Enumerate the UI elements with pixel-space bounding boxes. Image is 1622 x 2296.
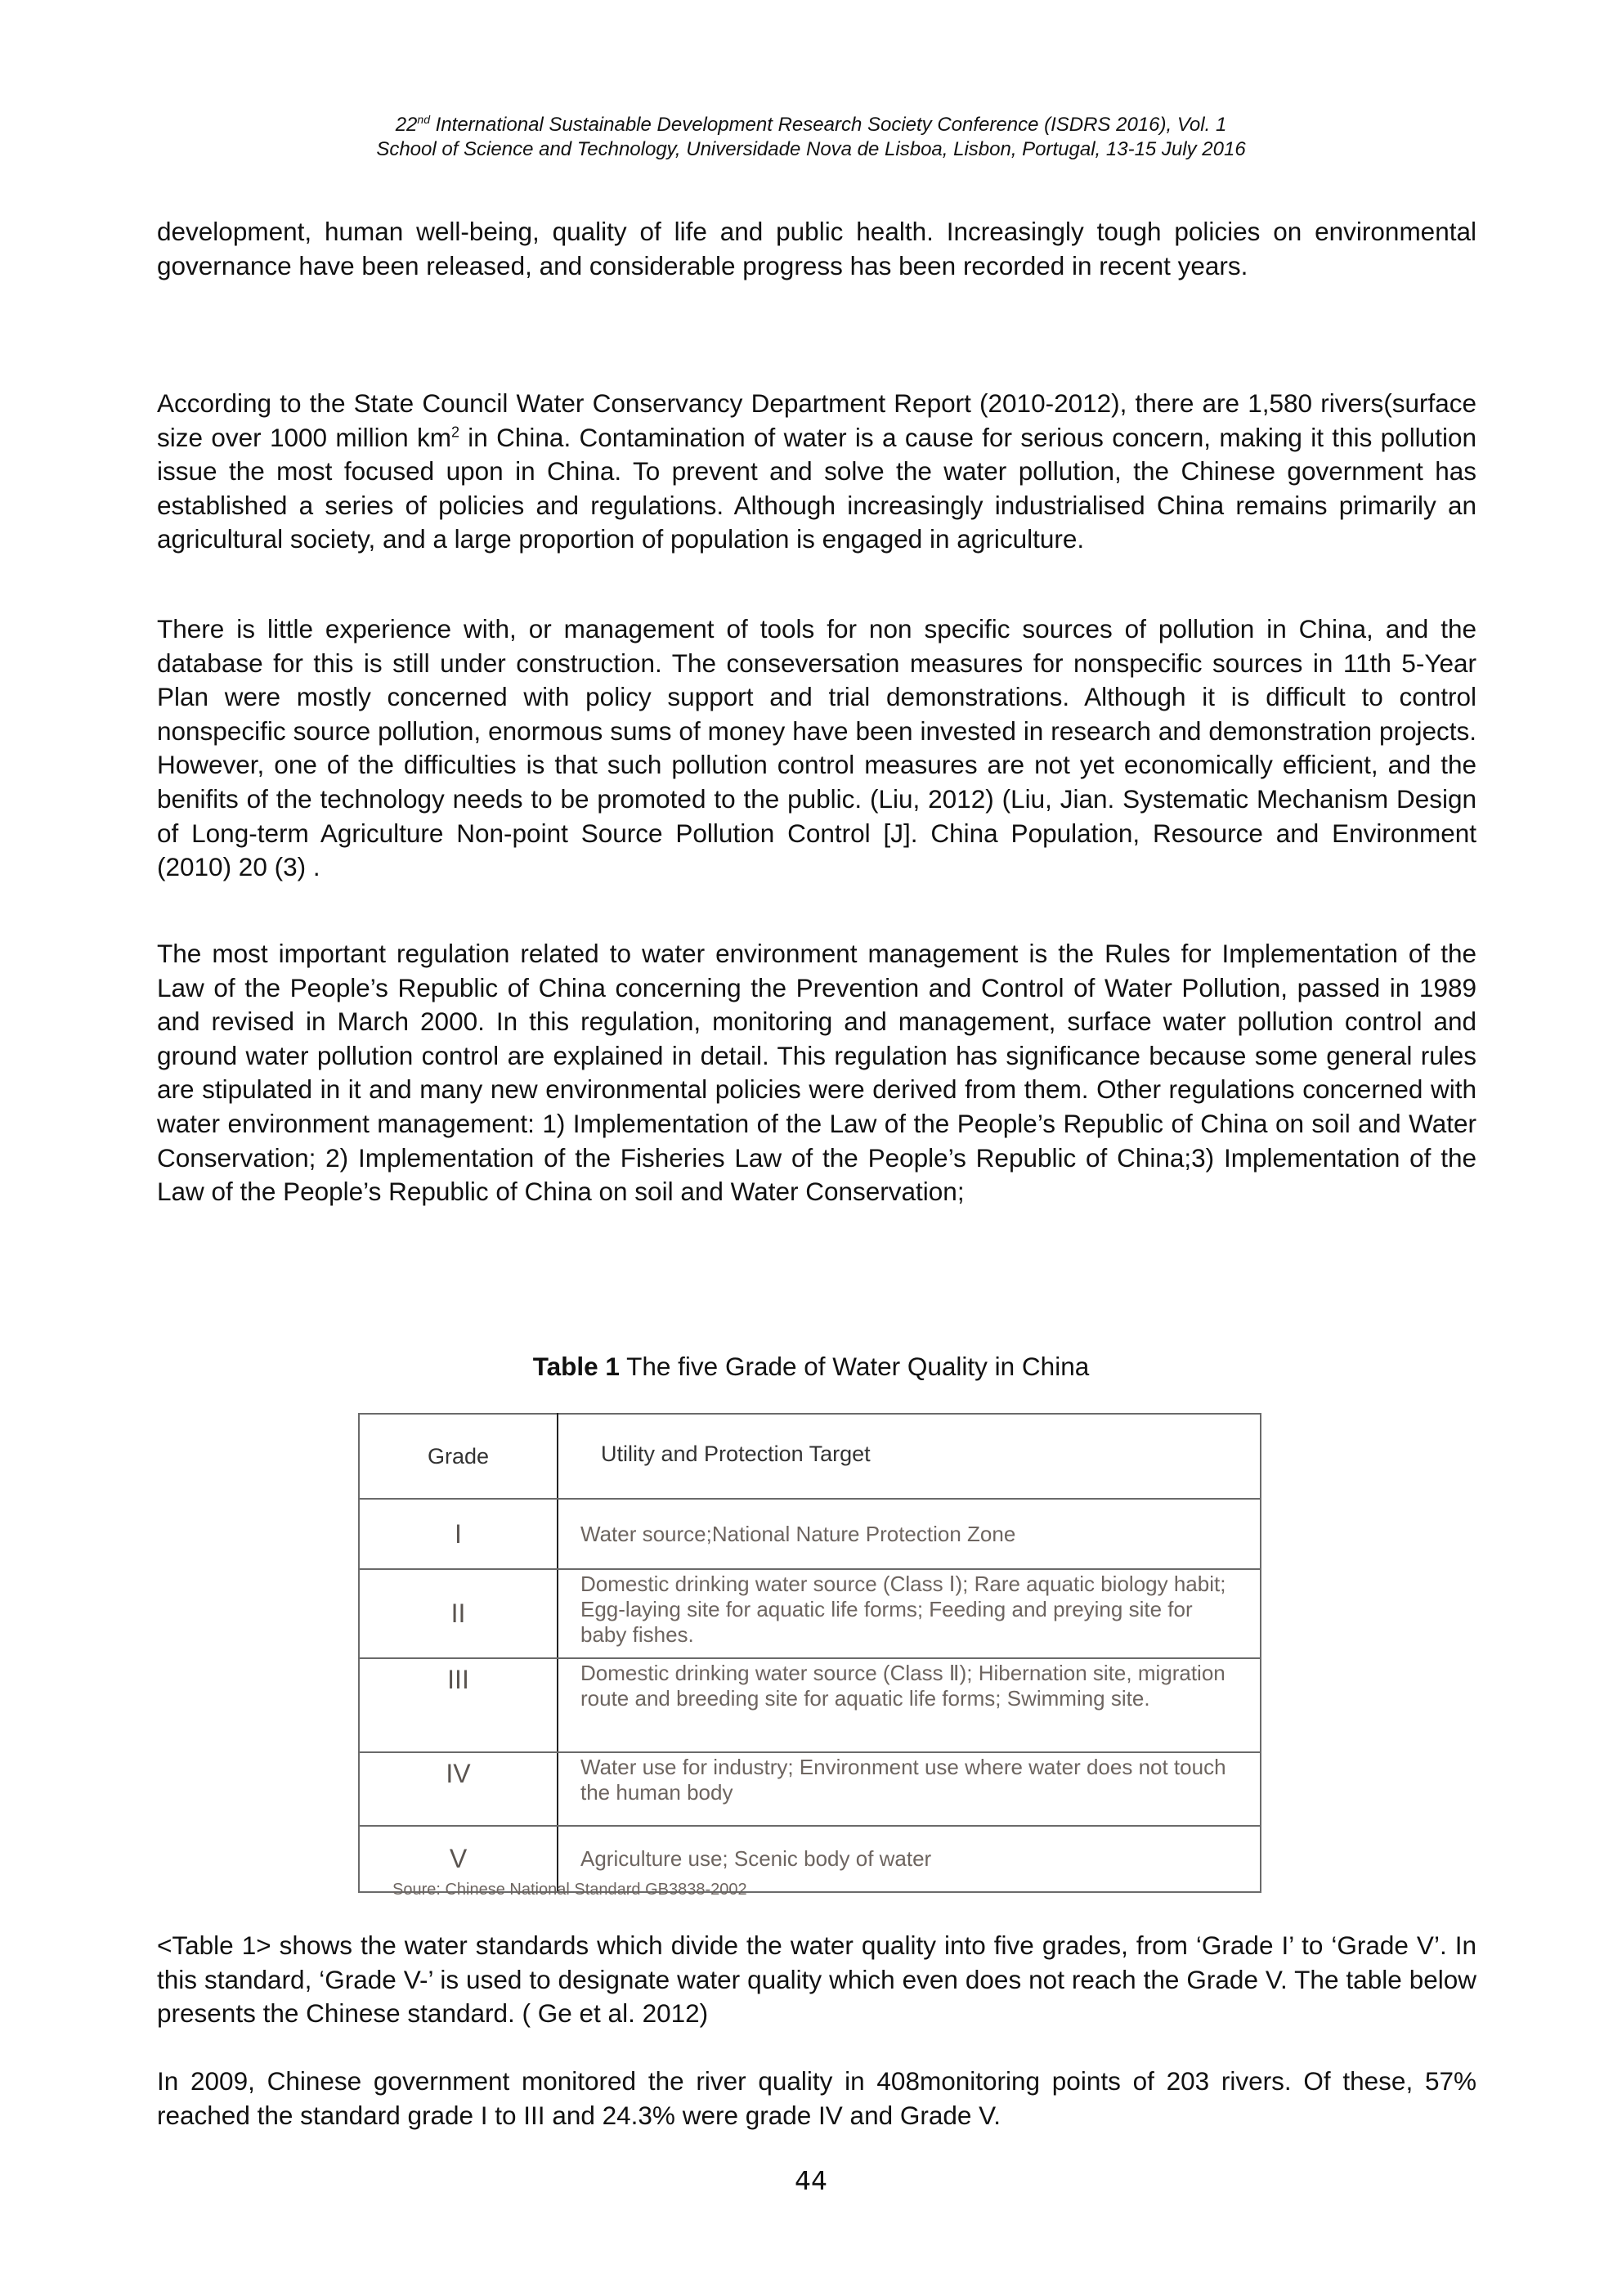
target-cell: Domestic drinking water source (Class Ⅱ); Hibernation site, migration route and breeding site for aquatic life forms; Swimming site. (558, 1658, 1261, 1752)
paragraph-continued: development, human well-being, quality of life and public health. Increasingly tough policies on environmental governance have been released, and considerable progress has been recorded in recent years. (157, 217, 1476, 280)
running-header (0, 113, 1622, 162)
header-line-1: 22nd International Sustainable Development Research Society Conference (ISDRS 2016), Vol. 1 (395, 113, 1227, 136)
table-header-row (359, 1414, 1261, 1499)
grade-cell: III (359, 1658, 558, 1752)
column-header-grade: Grade (359, 1414, 558, 1499)
table-row (359, 1569, 1261, 1658)
table-source-note: Soure: Chinese National Standard GB3838-2002 (392, 1881, 747, 1899)
target-cell: Agriculture use; Scenic body of water (558, 1826, 1261, 1892)
table-row (359, 1499, 1261, 1569)
target-cell: Water use for industry; Environment use where water does not touch the human body (558, 1752, 1261, 1826)
water-quality-table (358, 1413, 1261, 1893)
target-cell: Water source;National Nature Protection Zone (558, 1499, 1261, 1569)
grade-cell: IV (359, 1752, 558, 1826)
grade-cell: V (359, 1826, 558, 1892)
grade-cell: II (359, 1569, 558, 1658)
paragraph-nonspecific-sources: There is little experience with, or management of tools for non specific sources of pollution in China, and the database for this is still under construction. The conseversation measures for nonspecific sources in 11th 5-Year Plan were mostly concerned with policy support and trial demonstrations. Although it is difficult to control nonspecific source pollution, enormous sums of money have been invested in research and demonstration projects. However, one of the difficulties is that such pollution control measures are not yet economically efficient, and the benifits of the technology needs to be promoted to the public. (Liu, 2012) (Liu, Jian. Systematic Mechanism Design of Long-term Agriculture Non-point Source Pollution Control [J]. China Population, Resource and Environment (2010) 20 (3) . (157, 614, 1476, 882)
table-row (359, 1752, 1261, 1826)
paragraph-monitoring-2009: In 2009, Chinese government monitored the river quality in 408monitoring points of 203 rivers. Of these, 57% reached the standard grade I to III and 24.3% were grade IV and Grade V. (157, 2066, 1476, 2130)
page-number: 44 (794, 2167, 828, 2196)
table-row (359, 1658, 1261, 1752)
paragraph-rivers: According to the State Council Water Conservancy Department Report (2010-2012), there are 1,580 rivers(surface size over 1000 million $km^2$ in China. Contamination of water is a cause for serious concern, making it this pollution issue the most focused upon in China. To prevent and solve the water pollution, the Chinese government has established a series of policies and regulations. Although increasingly industrialised China remains primarily an agricultural society, and a large proportion of population is engaged in agriculture. (157, 388, 1476, 554)
table-caption: Table 1 The five Grade of Water Quality in China (532, 1352, 1090, 1381)
column-header-target: Utility and Protection Target (558, 1414, 1261, 1499)
paragraph-regulations: The most important regulation related to water environment management is the Rules for Implementation of the Law of the People’s Republic of China concerning the Prevention and Control of Water Pollution, passed in 1989 and revised in March 2000. In this regulation, monitoring and management, surface water pollution control and ground water pollution control are explained in detail. This regulation has significance because some general rules are stipulated in it and many new environmental policies were derived from them. Other regulations concerned with water environment management: 1) Implementation of the Law of the People’s Republic of China on soil and Water Conservation; 2) Implementation of the Fisheries Law of the People’s Republic of China;3) Implementation of the Law of the People’s Republic of China on soil and Water Conservation; (157, 939, 1476, 1207)
header-line-2: School of Science and Technology, Universidade Nova de Lisboa, Lisbon, Portugal, 13-15 July 2016 (376, 138, 1246, 160)
target-cell: Domestic drinking water source (Class Ⅰ); Rare aquatic biology habit; Egg-laying site for aquatic life forms; Feeding and preying site for baby fishes. (558, 1569, 1261, 1658)
grade-cell: I (359, 1499, 558, 1569)
paragraph-table-description: <Table 1> shows the water standards which divide the water quality into five grades, from ‘Grade I’ to ‘Grade V’. In this standard, ‘Grade V-’ is used to designate water quality which even does not reach the Grade V. The table below presents the Chinese standard. ( Ge et al. 2012) (157, 1931, 1476, 2029)
